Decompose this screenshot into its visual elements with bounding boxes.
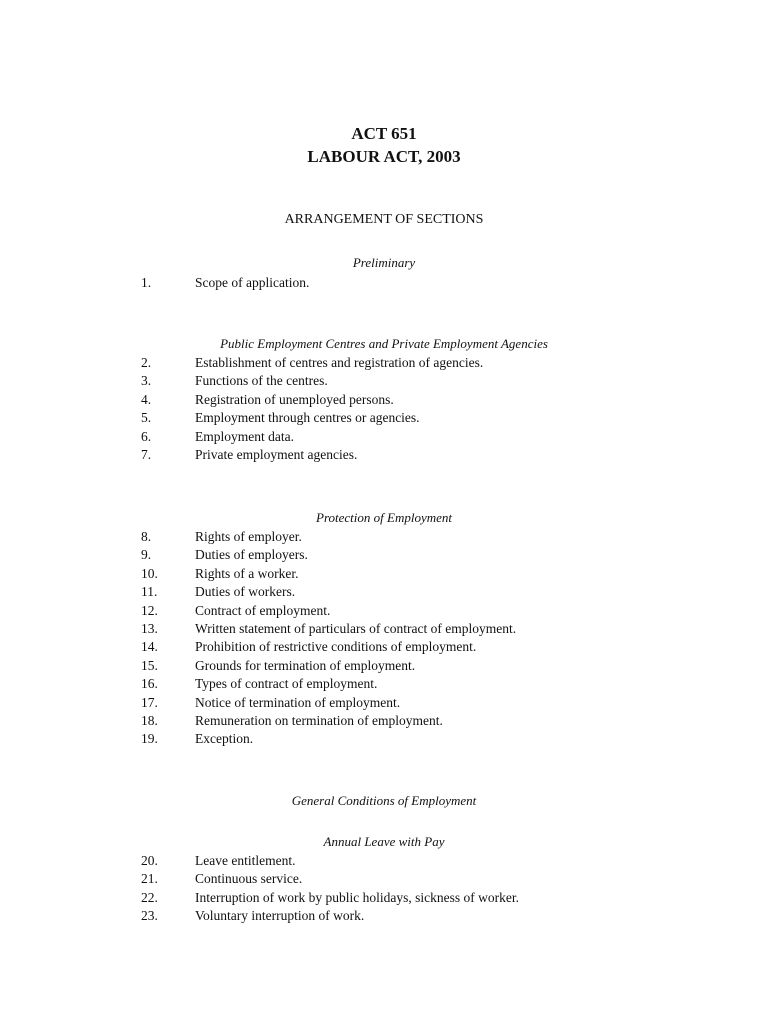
title-block <box>0 122 768 168</box>
section-number: 1. <box>141 275 152 290</box>
section-title: Rights of a worker. <box>195 565 299 581</box>
section-number: 16. <box>141 676 158 692</box>
section-title: Employment data. <box>195 428 294 444</box>
section-number: 23. <box>141 908 158 924</box>
section-number: 8. <box>141 529 152 544</box>
section-title: Functions of the centres. <box>195 373 328 389</box>
section-title: Registration of unemployed persons. <box>195 391 394 407</box>
section-list-employment-centres <box>0 354 768 464</box>
part-heading-general-conditions: General Conditions of Employment <box>291 793 477 808</box>
section-number: 3. <box>141 373 152 389</box>
section-number: 19. <box>141 731 158 747</box>
section-item <box>0 546 768 564</box>
section-number: 11. <box>141 584 158 600</box>
section-title: Employment through centres or agencies. <box>195 410 420 426</box>
section-title: Types of contract of employment. <box>195 676 378 692</box>
section-title: Duties of workers. <box>195 584 296 600</box>
section-title: Leave entitlement. <box>195 853 296 868</box>
section-item <box>0 428 768 446</box>
section-list-annual-leave <box>0 852 768 926</box>
section-item <box>0 870 768 888</box>
section-item <box>0 730 768 748</box>
section-item <box>0 907 768 925</box>
section-item <box>0 889 768 907</box>
section-title: Grounds for termination of employment. <box>195 657 416 673</box>
section-title: Written statement of particulars of contract of employment. <box>195 620 517 636</box>
section-title: Remuneration on termination of employment. <box>195 712 443 728</box>
section-item <box>0 657 768 675</box>
section-item <box>0 274 768 292</box>
section-item <box>0 638 768 656</box>
section-number: 20. <box>141 853 158 868</box>
section-number: 4. <box>141 391 152 407</box>
act-number: ACT 651 <box>351 124 417 143</box>
section-number: 15. <box>141 657 158 673</box>
section-number: 14. <box>141 639 158 655</box>
section-item <box>0 528 768 546</box>
section-item <box>0 620 768 638</box>
section-number: 13. <box>141 620 158 636</box>
part-heading-preliminary: Preliminary <box>352 255 416 270</box>
section-number: 18. <box>141 712 158 728</box>
section-list-preliminary <box>0 274 768 292</box>
section-item <box>0 409 768 427</box>
section-item <box>0 602 768 620</box>
section-number: 10. <box>141 565 158 581</box>
section-item <box>0 675 768 693</box>
section-title: Continuous service. <box>195 871 303 887</box>
section-item <box>0 565 768 583</box>
section-title: Establishment of centres and registration of agencies. <box>195 355 484 370</box>
section-number: 5. <box>141 410 152 426</box>
section-item <box>0 391 768 409</box>
section-number: 9. <box>141 547 152 563</box>
section-title: Interruption of work by public holidays, sickness of worker. <box>195 889 519 905</box>
section-item <box>0 354 768 372</box>
part-heading-protection-of-employment: Protection of Employment <box>316 510 452 525</box>
section-number: 21. <box>141 871 158 887</box>
section-title: Voluntary interruption of work. <box>195 908 365 924</box>
part-heading-employment-centres: Public Employment Centres and Private Employment Agencies <box>220 336 548 351</box>
section-number: 17. <box>141 694 158 710</box>
section-title: Prohibition of restrictive conditions of employment. <box>195 639 477 655</box>
section-title: Exception. <box>195 731 254 747</box>
part-heading-annual-leave: Annual Leave with Pay <box>323 834 445 849</box>
section-title: Rights of employer. <box>195 529 302 544</box>
act-title: LABOUR ACT, 2003 <box>307 147 461 166</box>
section-item <box>0 446 768 464</box>
section-number: 12. <box>141 602 158 618</box>
section-number: 6. <box>141 428 152 444</box>
section-number: 22. <box>141 889 158 905</box>
section-list-protection-of-employment <box>0 528 768 749</box>
section-title: Private employment agencies. <box>195 446 358 462</box>
section-number: 2. <box>141 355 152 370</box>
section-title: Notice of termination of employment. <box>195 694 401 710</box>
section-item <box>0 852 768 870</box>
section-item <box>0 583 768 601</box>
arrangement-heading: ARRANGEMENT OF SECTIONS <box>284 212 484 227</box>
section-title: Duties of employers. <box>195 547 308 563</box>
section-number: 7. <box>141 446 152 462</box>
section-item <box>0 712 768 730</box>
section-title: Contract of employment. <box>195 602 331 618</box>
section-item <box>0 372 768 390</box>
section-title: Scope of application. <box>195 275 310 290</box>
section-item <box>0 694 768 712</box>
